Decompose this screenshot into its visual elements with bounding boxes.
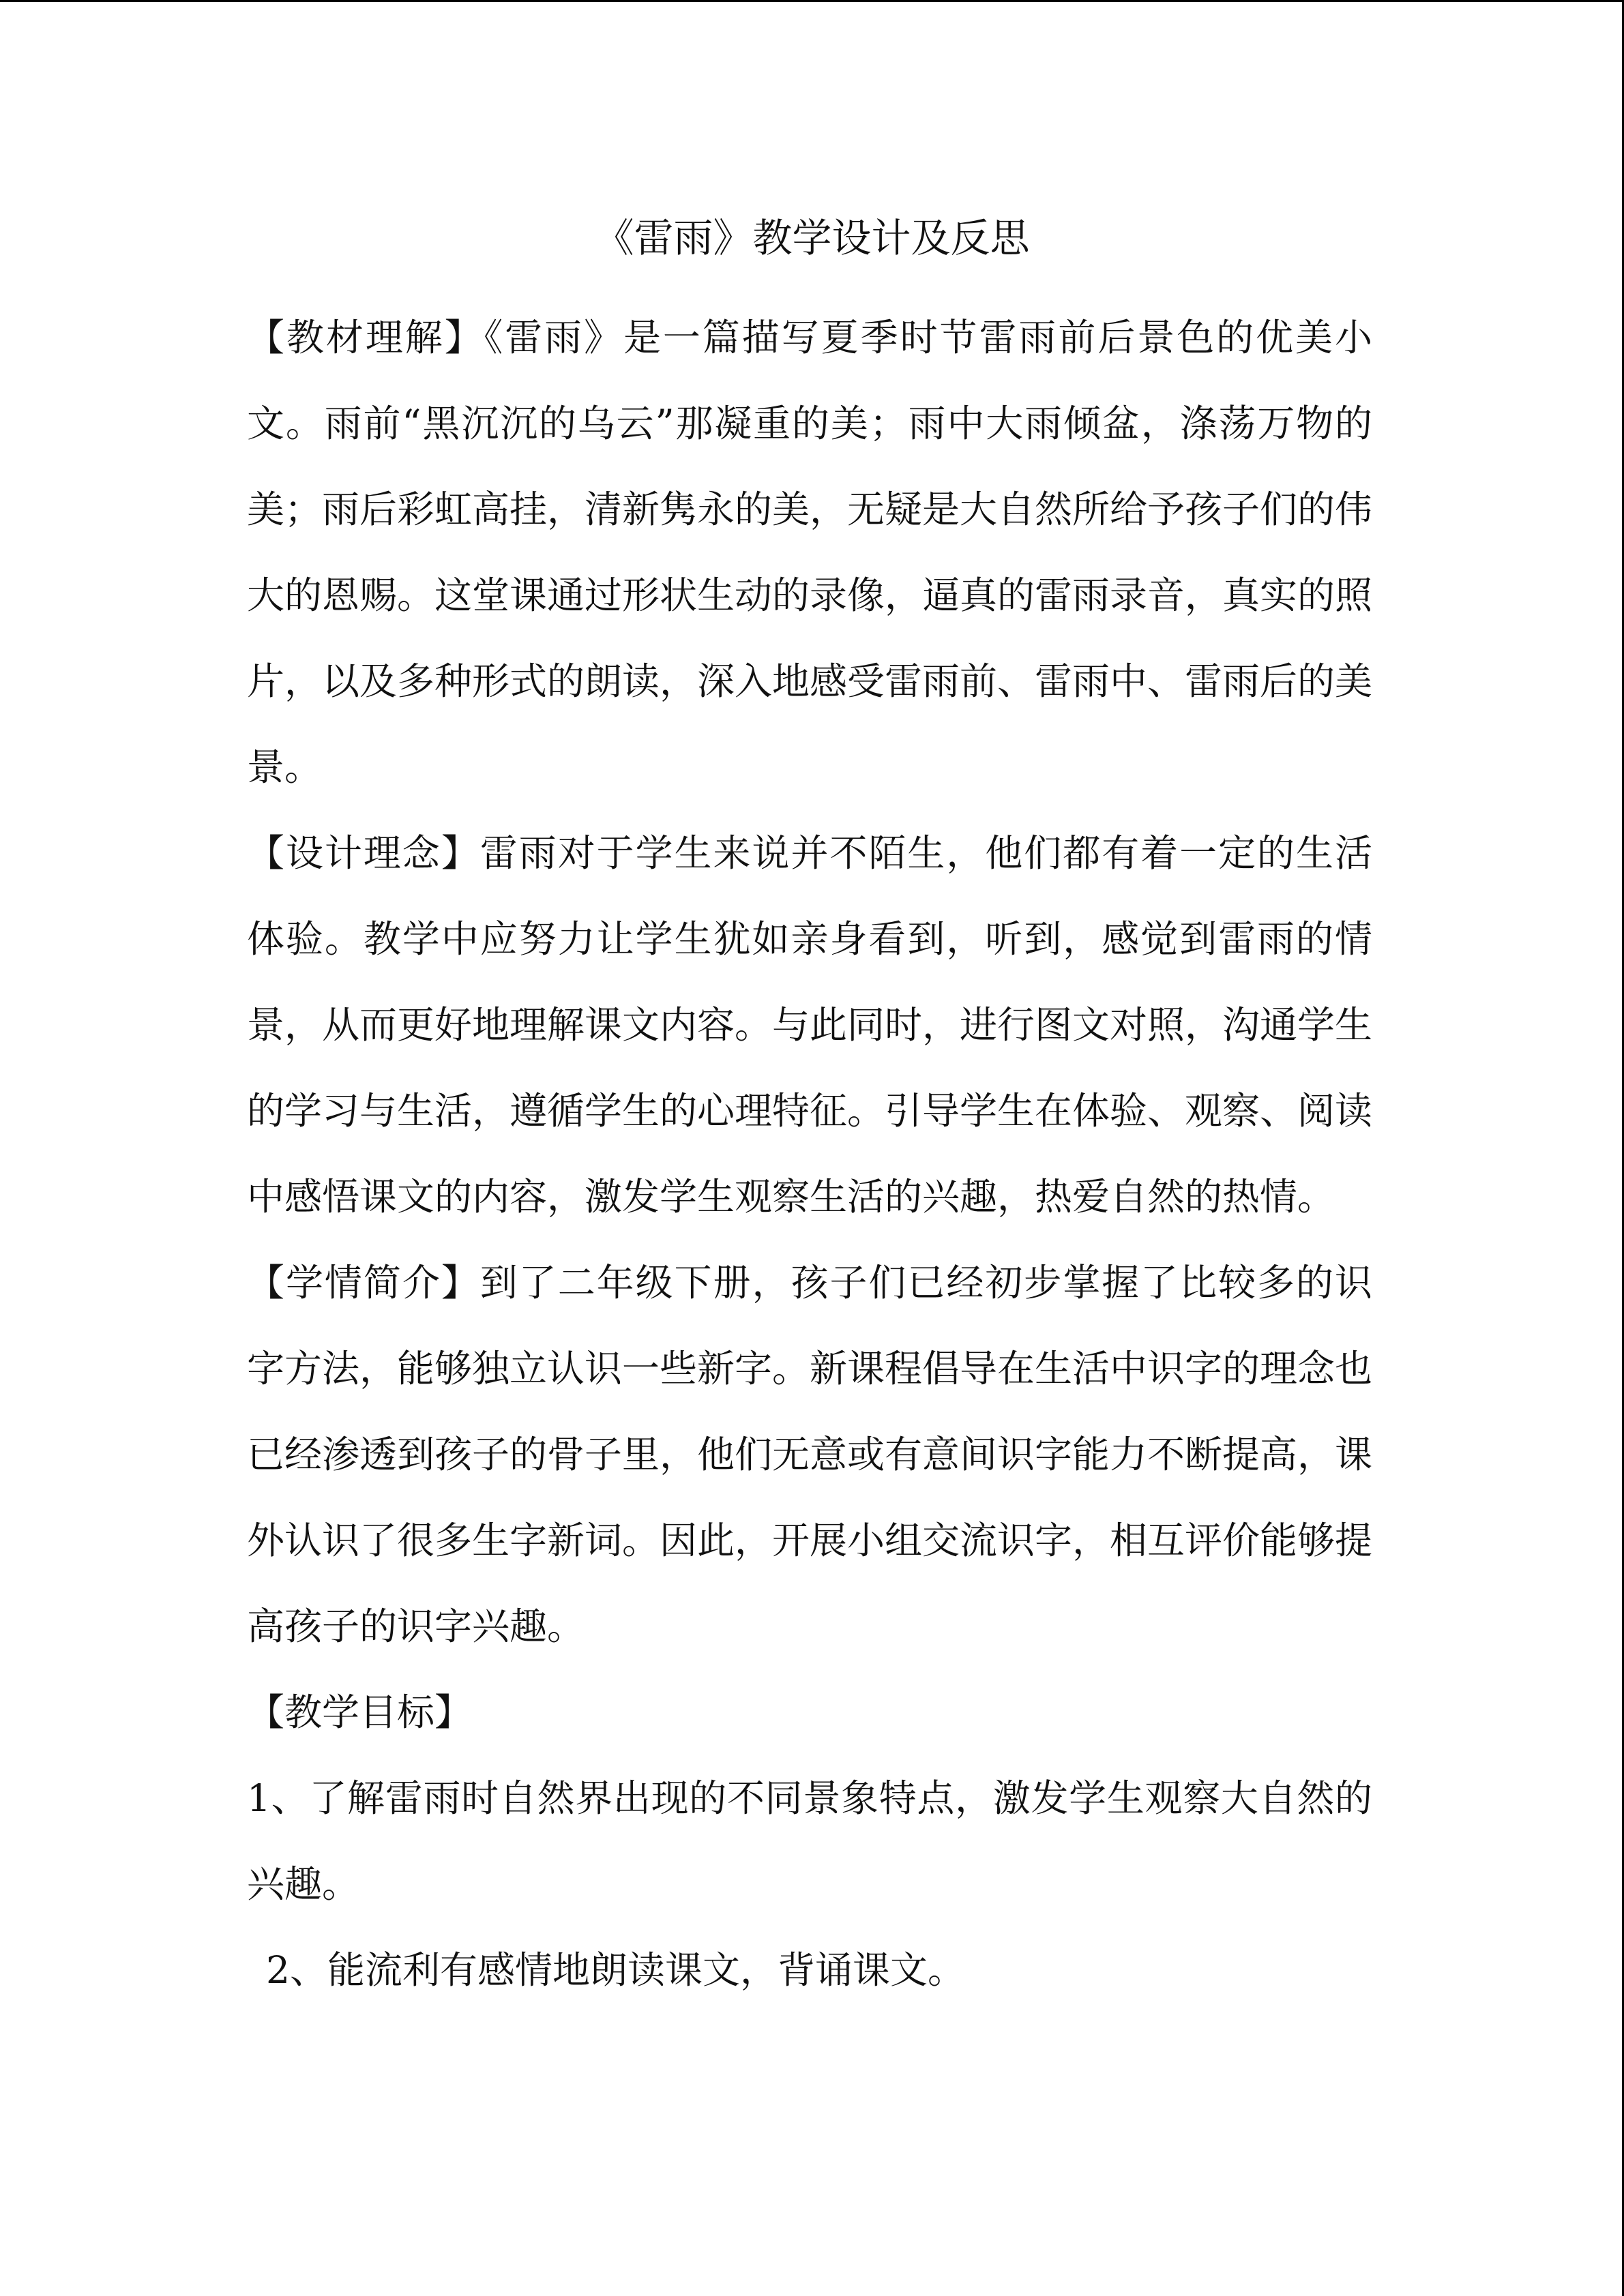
section-student-profile [247,1240,1372,1669]
objective-item-1: 1、了解雷雨时自然界出现的不同景象特点，激发学生观察大自然的兴趣。 [247,1776,1372,1906]
document-body [247,295,1372,2013]
objective-item-2: 2、能流利有感情地朗读课文，背诵课文。 [266,1948,965,1992]
section-heading: 【设计理念】 [247,831,480,875]
section-text: 雷雨对于学生来说并不陌生，他们都有着一定的生活体验。教学中应努力让学生犹如亲身看到，听到，感觉到雷雨的情景，从而更好地理解课文内容。与此同时，进行图文对照，沟通学生的学习与生活，遵循学生的心理特征。引导学生在体验、观察、阅读中感悟课文的内容，激发学生观察生活的兴趣，热爱自然的热情。 [247,831,1373,1219]
top-border-line [0,0,1624,2]
section-heading: 【教材理解】 [247,316,484,359]
section-textbook-understanding [247,295,1372,810]
section-text: 《雷雨》是一篇描写夏季时节雷雨前后景色的优美小文。雨前“黑沉沉的乌云”那凝重的美；雨中大雨倾盆，涤荡万物的美；雨后彩虹高挂，清新隽永的美，无疑是大自然所给予孩子们的伟大的恩赐。这堂课通过形状生动的录像，逼真的雷雨录音，真实的照片，以及多种形式的朗读，深入地感受雷雨前、雷雨中、雷雨后的美景。 [247,316,1373,789]
section-heading: 【学情简介】 [247,1261,480,1304]
section-text: 到了二年级下册，孩子们已经初步掌握了比较多的识字方法，能够独立认识一些新字。新课程倡导在生活中识字的理念也已经渗透到孩子的骨子里，他们无意或有意间识字能力不断提高，课外认识了很多生字新词。因此，开展小组交流识字，相互评价能够提高孩子的识字兴趣。 [247,1261,1373,1648]
objectives-heading: 【教学目标】 [247,1690,473,1734]
document-title: 《雷雨》教学设计及反思 [594,215,1030,261]
section-design-concept [247,810,1372,1240]
